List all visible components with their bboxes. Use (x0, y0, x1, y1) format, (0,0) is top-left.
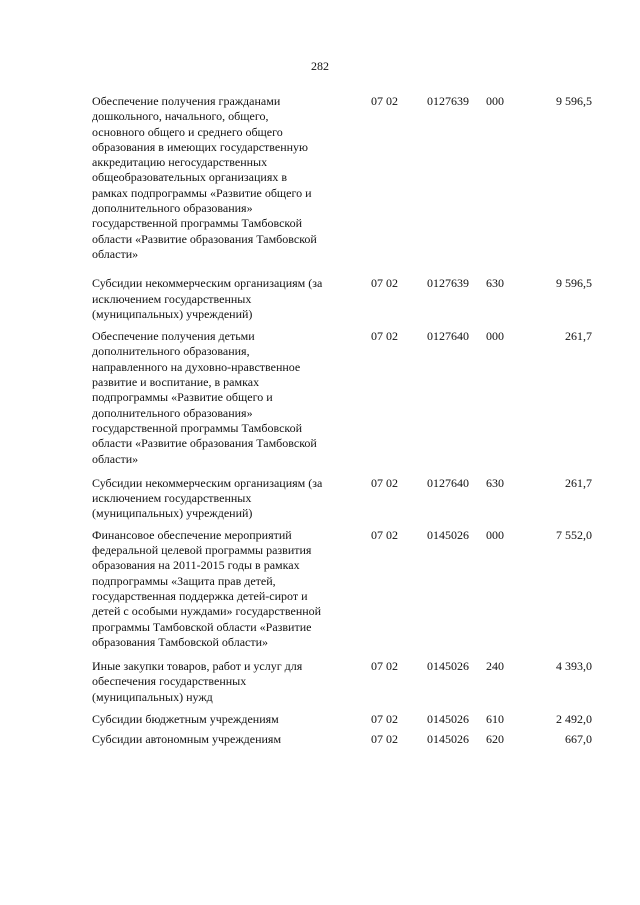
row-description: Иные закупки товаров, работ и услуг для обеспечения государственных (муниципальных) нужд (92, 659, 303, 704)
row-section-code: 07 02 (371, 276, 398, 291)
row-expense-type: 610 (486, 711, 504, 726)
row-sum: 667,0 (565, 732, 592, 747)
row-expense-type: 000 (486, 94, 504, 108)
row-description: Финансовое обеспечение мероприятий федеральной целевой программы развития образования на 2011-2015 годы в рамках подпрограммы «Защита прав детей, государственная поддержка детей-сирот и детей с особыми нуждами» государственной программы Тамбовской области «Развитие образования Тамбовской области» (92, 527, 322, 649)
row-expense-type: 000 (486, 329, 504, 344)
row-target-code: 0145026 (427, 732, 469, 747)
row-sum: 261,7 (565, 475, 592, 490)
row-target-code: 0145026 (427, 527, 469, 542)
row-section-code: 07 02 (371, 711, 398, 726)
row-expense-type: 630 (486, 276, 504, 291)
row-target-code: 0145026 (427, 711, 469, 726)
row-target-code: 0127640 (427, 329, 469, 344)
budget-table (0, 94, 640, 748)
table-row (0, 528, 640, 650)
page-number: 282 (311, 59, 329, 73)
row-section-code: 07 02 (371, 475, 398, 490)
row-section-code: 07 02 (371, 329, 398, 344)
row-expense-type: 240 (486, 659, 504, 674)
row-expense-type: 630 (486, 475, 504, 490)
table-row (0, 94, 640, 262)
row-expense-type: 620 (486, 732, 504, 747)
row-sum: 2 492,0 (556, 711, 592, 726)
table-row (0, 659, 640, 705)
table-row (0, 329, 640, 467)
row-sum: 9 596,5 (556, 94, 592, 108)
table-row (0, 276, 640, 322)
row-sum: 261,7 (565, 329, 592, 344)
row-sum: 7 552,0 (556, 527, 592, 542)
row-description: Обеспечение получения гражданами дошкольного, начального, общего, основного общего и среднего общего образования в имеющих государственную аккредитацию негосударственных общеобразовательных организациях в рамках подпрограммы «Развитие общего и дополнительного образования» государственной программы Тамбовской области «Развитие образования Тамбовской области» (92, 94, 317, 261)
row-description: Субсидии некоммерческим организациям (за исключением государственных (муниципальных) учреждений) (92, 475, 323, 521)
row-target-code: 0127639 (427, 276, 469, 291)
row-description: Субсидии некоммерческим организациям (за исключением государственных (муниципальных) учреждений) (92, 276, 323, 321)
row-section-code: 07 02 (371, 527, 398, 542)
row-target-code: 0145026 (427, 659, 469, 674)
row-sum: 4 393,0 (556, 659, 592, 674)
table-row (0, 732, 640, 747)
row-target-code: 0127640 (427, 475, 469, 490)
row-description: Субсидии бюджетным учреждениям (92, 711, 279, 726)
row-sum: 9 596,5 (556, 276, 592, 291)
row-description: Обеспечение получения детьми дополнительного образования, направленного на духовно-нравственное развитие и воспитание, в рамках подпрограммы «Развитие общего и дополнительного образования» государственной программы Тамбовской области «Развитие образования Тамбовской области» (92, 329, 317, 466)
table-row (0, 476, 640, 522)
row-section-code: 07 02 (371, 659, 398, 674)
row-target-code: 0127639 (427, 94, 469, 108)
row-section-code: 07 02 (371, 94, 398, 108)
table-row (0, 712, 640, 727)
row-description: Субсидии автономным учреждениям (92, 732, 282, 747)
row-section-code: 07 02 (371, 732, 398, 747)
row-expense-type: 000 (486, 527, 504, 542)
